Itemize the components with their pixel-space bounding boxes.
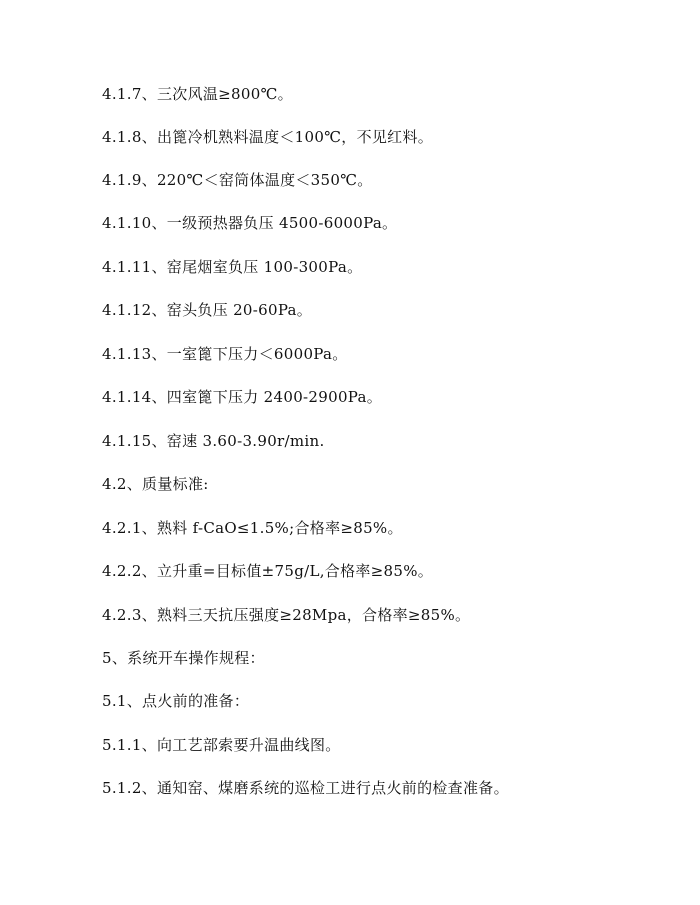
text-line: 4.1.9、220℃＜窑筒体温度＜350℃。	[102, 171, 373, 189]
text-line: 4.1.7、三次风温≥800℃。	[102, 85, 293, 103]
text-line: 4.2.1、熟料 f-CaO≤1.5%;合格率≥85%。	[102, 519, 403, 537]
text-line: 4.1.11、窑尾烟室负压 100-300Pa。	[102, 258, 363, 276]
text-line: 4.2.2、立升重=目标值±75g/L,合格率≥85%。	[102, 562, 434, 580]
text-line: 4.2.3、熟料三天抗压强度≥28Mpa，合格率≥85%。	[102, 606, 471, 624]
text-line: 5.1.1、向工艺部索要升温曲线图。	[102, 736, 341, 754]
text-line: 4.1.15、窑速 3.60-3.90r/min.	[102, 432, 325, 450]
text-line: 4.1.14、四室篦下压力 2400-2900Pa。	[102, 388, 383, 406]
text-line: 4.1.12、窑头负压 20-60Pa。	[102, 301, 313, 319]
text-line: 4.1.10、一级预热器负压 4500-6000Pa。	[102, 214, 398, 232]
section-heading: 5、系统开车操作规程：	[102, 649, 265, 667]
text-line: 4.1.8、出篦冷机熟料温度＜100℃，不见红料。	[102, 128, 434, 146]
text-line: 4.1.13、一室篦下压力＜6000Pa。	[102, 345, 348, 363]
text-line: 5.1.2、通知窑、煤磨系统的巡检工进行点火前的检查准备。	[102, 779, 509, 797]
section-heading: 5.1、点火前的准备：	[102, 692, 250, 710]
section-heading: 4.2、质量标准:	[102, 475, 209, 493]
